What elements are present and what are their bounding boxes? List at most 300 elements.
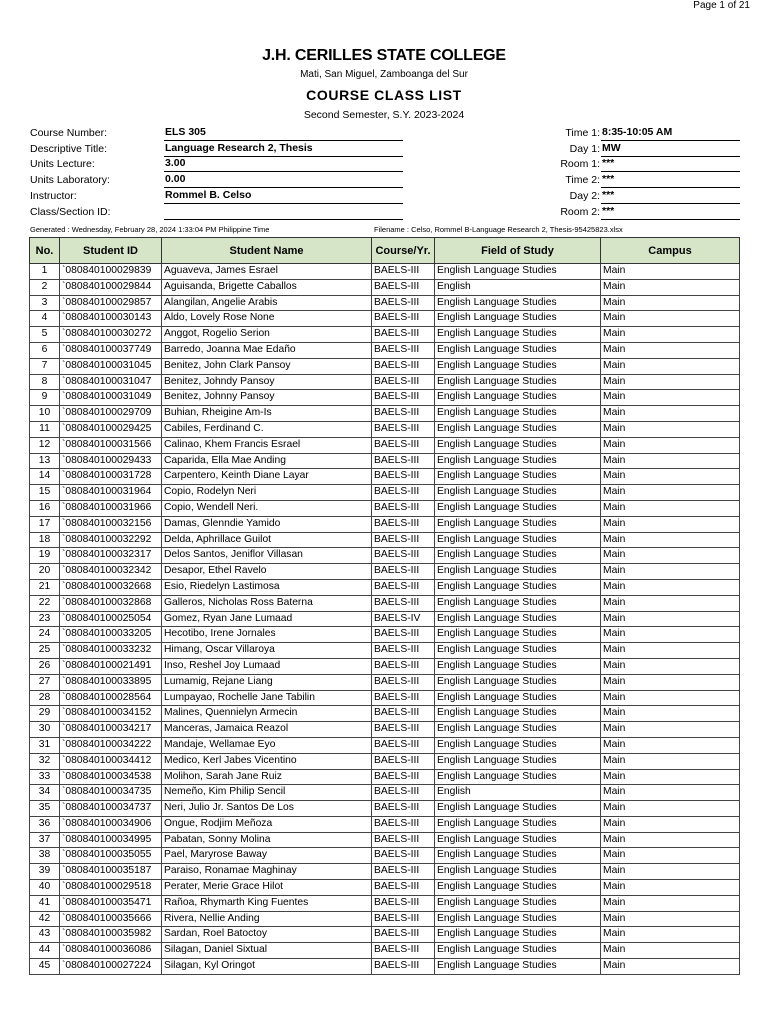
table-row xyxy=(30,390,740,406)
campus-cell: Main xyxy=(601,722,740,738)
row-number-cell: 18 xyxy=(30,532,60,548)
column-header-student-name: Student Name xyxy=(162,238,372,264)
course-year-cell: BAELS-III xyxy=(372,753,435,769)
student-id-cell: `080840100031566 xyxy=(60,437,162,453)
row-number-cell: 16 xyxy=(30,500,60,516)
table-row xyxy=(30,611,740,627)
table-row xyxy=(30,264,740,280)
course-year-cell: BAELS-III xyxy=(372,516,435,532)
table-row xyxy=(30,342,740,358)
table-row xyxy=(30,279,740,295)
campus-cell: Main xyxy=(601,753,740,769)
course-year-cell: BAELS-III xyxy=(372,927,435,943)
campus-cell: Main xyxy=(601,627,740,643)
student-id-cell: `080840100027224 xyxy=(60,959,162,975)
student-id-cell: `080840100032868 xyxy=(60,595,162,611)
student-name-cell: Silagan, Daniel Sixtual xyxy=(162,943,372,959)
field-of-study-cell: English Language Studies xyxy=(435,880,601,896)
student-name-cell: Hecotibo, Irene Jornales xyxy=(162,627,372,643)
field-of-study-cell: English Language Studies xyxy=(435,801,601,817)
row-number-cell: 34 xyxy=(30,785,60,801)
student-id-cell: `080840100037749 xyxy=(60,342,162,358)
campus-cell: Main xyxy=(601,864,740,880)
course-year-cell: BAELS-III xyxy=(372,880,435,896)
row-number-cell: 37 xyxy=(30,832,60,848)
table-row xyxy=(30,769,740,785)
student-id-cell: `080840100034222 xyxy=(60,737,162,753)
campus-cell: Main xyxy=(601,611,740,627)
field-of-study-cell: English Language Studies xyxy=(435,643,601,659)
field-of-study-cell: English Language Studies xyxy=(435,437,601,453)
student-name-cell: Nemeño, Kim Philip Sencil xyxy=(162,785,372,801)
campus-cell: Main xyxy=(601,832,740,848)
student-id-cell: `080840100035471 xyxy=(60,895,162,911)
campus-cell: Main xyxy=(601,880,740,896)
column-header-field-of-study: Field of Study xyxy=(435,238,601,264)
table-row xyxy=(30,437,740,453)
table-row xyxy=(30,864,740,880)
table-row xyxy=(30,358,740,374)
student-name-cell: Benitez, Johndy Pansoy xyxy=(162,374,372,390)
field-of-study-cell: English Language Studies xyxy=(435,548,601,564)
course-year-cell: BAELS-III xyxy=(372,453,435,469)
campus-cell: Main xyxy=(601,674,740,690)
table-row xyxy=(30,421,740,437)
time-1-label: Time 1: xyxy=(565,127,600,139)
campus-cell: Main xyxy=(601,358,740,374)
campus-cell: Main xyxy=(601,658,740,674)
student-name-cell: Himang, Oscar Villaroya xyxy=(162,643,372,659)
student-name-cell: Desapor, Ethel Ravelo xyxy=(162,564,372,580)
course-year-cell: BAELS-III xyxy=(372,785,435,801)
student-id-cell: `080840100033895 xyxy=(60,674,162,690)
campus-cell: Main xyxy=(601,706,740,722)
row-number-cell: 45 xyxy=(30,959,60,975)
row-number-cell: 3 xyxy=(30,295,60,311)
course-year-cell: BAELS-III xyxy=(372,737,435,753)
row-number-cell: 1 xyxy=(30,264,60,280)
student-id-cell: `080840100031964 xyxy=(60,485,162,501)
table-row xyxy=(30,532,740,548)
field-of-study-cell: English Language Studies xyxy=(435,342,601,358)
field-of-study-cell: English Language Studies xyxy=(435,848,601,864)
room-2-label: Room 2: xyxy=(560,206,600,218)
row-number-cell: 8 xyxy=(30,374,60,390)
campus-cell: Main xyxy=(601,453,740,469)
course-year-cell: BAELS-III xyxy=(372,579,435,595)
field-of-study-cell: English Language Studies xyxy=(435,500,601,516)
field-of-study-cell: English Language Studies xyxy=(435,832,601,848)
table-row xyxy=(30,311,740,327)
field-of-study-cell: English Language Studies xyxy=(435,658,601,674)
student-id-cell: `080840100032156 xyxy=(60,516,162,532)
campus-cell: Main xyxy=(601,548,740,564)
time-2-label: Time 2: xyxy=(565,174,600,186)
row-number-cell: 31 xyxy=(30,737,60,753)
row-number-cell: 2 xyxy=(30,279,60,295)
student-id-cell: `080840100034995 xyxy=(60,832,162,848)
field-of-study-cell: English Language Studies xyxy=(435,674,601,690)
row-number-cell: 35 xyxy=(30,801,60,817)
row-number-cell: 41 xyxy=(30,895,60,911)
instructor-label: Instructor: xyxy=(30,190,77,202)
table-row xyxy=(30,579,740,595)
field-of-study-cell: English Language Studies xyxy=(435,895,601,911)
course-year-cell: BAELS-III xyxy=(372,295,435,311)
row-number-cell: 26 xyxy=(30,658,60,674)
course-year-cell: BAELS-III xyxy=(372,706,435,722)
student-id-cell: `080840100021491 xyxy=(60,658,162,674)
student-name-cell: Galleros, Nicholas Ross Baterna xyxy=(162,595,372,611)
table-header-row xyxy=(30,238,740,264)
row-number-cell: 10 xyxy=(30,406,60,422)
field-of-study-cell: English xyxy=(435,785,601,801)
course-year-cell: BAELS-III xyxy=(372,864,435,880)
time-1-row xyxy=(520,126,740,141)
field-of-study-cell: English Language Studies xyxy=(435,327,601,343)
student-name-cell: Lumamig, Rejane Liang xyxy=(162,674,372,690)
course-year-cell: BAELS-III xyxy=(372,485,435,501)
course-year-cell: BAELS-III xyxy=(372,548,435,564)
table-row xyxy=(30,706,740,722)
row-number-cell: 4 xyxy=(30,311,60,327)
student-id-cell: `080840100032317 xyxy=(60,548,162,564)
units-laboratory-label: Units Laboratory: xyxy=(30,174,110,186)
student-name-cell: Cabiles, Ferdinand C. xyxy=(162,421,372,437)
row-number-cell: 7 xyxy=(30,358,60,374)
student-id-cell: `080840100031966 xyxy=(60,500,162,516)
course-year-cell: BAELS-III xyxy=(372,564,435,580)
field-of-study-cell: English Language Studies xyxy=(435,627,601,643)
table-row xyxy=(30,595,740,611)
student-name-cell: Silagan, Kyl Oringot xyxy=(162,959,372,975)
row-number-cell: 11 xyxy=(30,421,60,437)
student-id-cell: `080840100032342 xyxy=(60,564,162,580)
section-id-label: Class/Section ID: xyxy=(30,206,111,218)
table-body xyxy=(30,264,740,975)
field-of-study-cell: English Language Studies xyxy=(435,737,601,753)
student-name-cell: Copio, Wendell Neri. xyxy=(162,500,372,516)
day-2-row xyxy=(520,189,740,204)
student-name-cell: Aguaveva, James Esrael xyxy=(162,264,372,280)
section-id-value xyxy=(164,205,403,220)
row-number-cell: 30 xyxy=(30,722,60,738)
table-row xyxy=(30,516,740,532)
campus-cell: Main xyxy=(601,485,740,501)
student-id-cell: `080840100031049 xyxy=(60,390,162,406)
course-year-cell: BAELS-III xyxy=(372,311,435,327)
campus-cell: Main xyxy=(601,816,740,832)
field-of-study-cell: English Language Studies xyxy=(435,959,601,975)
field-of-study-cell: English Language Studies xyxy=(435,358,601,374)
field-of-study-cell: English Language Studies xyxy=(435,406,601,422)
row-number-cell: 14 xyxy=(30,469,60,485)
campus-cell: Main xyxy=(601,911,740,927)
room-1-label: Room 1: xyxy=(560,158,600,170)
day-1-label: Day 1: xyxy=(569,143,600,155)
field-of-study-cell: English Language Studies xyxy=(435,516,601,532)
course-year-cell: BAELS-III xyxy=(372,848,435,864)
student-id-cell: `080840100034538 xyxy=(60,769,162,785)
generated-timestamp: Generated : Wednesday, February 28, 2024 1:33:04 PM Philippine Time xyxy=(30,225,270,234)
table-row xyxy=(30,737,740,753)
units-laboratory-value: 0.00 xyxy=(164,173,403,188)
course-year-cell: BAELS-III xyxy=(372,342,435,358)
campus-cell: Main xyxy=(601,564,740,580)
row-number-cell: 29 xyxy=(30,706,60,722)
course-year-cell: BAELS-III xyxy=(372,722,435,738)
field-of-study-cell: English Language Studies xyxy=(435,911,601,927)
student-id-cell: `080840100029844 xyxy=(60,279,162,295)
table-row xyxy=(30,406,740,422)
column-header-student-id: Student ID xyxy=(60,238,162,264)
student-name-cell: Sardan, Roel Batoctoy xyxy=(162,927,372,943)
student-id-cell: `080840100032292 xyxy=(60,532,162,548)
student-id-cell: `080840100036086 xyxy=(60,943,162,959)
student-name-cell: Rivera, Nellie Anding xyxy=(162,911,372,927)
table-row xyxy=(30,295,740,311)
course-year-cell: BAELS-III xyxy=(372,816,435,832)
student-name-cell: Lumpayao, Rochelle Jane Tabilin xyxy=(162,690,372,706)
student-name-cell: Aguisanda, Brigette Caballos xyxy=(162,279,372,295)
row-number-cell: 20 xyxy=(30,564,60,580)
row-number-cell: 19 xyxy=(30,548,60,564)
course-year-cell: BAELS-III xyxy=(372,437,435,453)
student-name-cell: Pabatan, Sonny Molina xyxy=(162,832,372,848)
row-number-cell: 15 xyxy=(30,485,60,501)
table-row xyxy=(30,943,740,959)
student-id-cell: `080840100030272 xyxy=(60,327,162,343)
course-year-cell: BAELS-III xyxy=(372,627,435,643)
table-row xyxy=(30,469,740,485)
course-year-cell: BAELS-III xyxy=(372,406,435,422)
course-year-cell: BAELS-III xyxy=(372,358,435,374)
student-name-cell: Esio, Riedelyn Lastimosa xyxy=(162,579,372,595)
table-row xyxy=(30,722,740,738)
campus-cell: Main xyxy=(601,848,740,864)
student-id-cell: `080840100033232 xyxy=(60,643,162,659)
instructor-value: Rommel B. Celso xyxy=(164,189,403,204)
field-of-study-cell: English Language Studies xyxy=(435,469,601,485)
campus-cell: Main xyxy=(601,927,740,943)
table-row xyxy=(30,785,740,801)
column-header-campus: Campus xyxy=(601,238,740,264)
student-name-cell: Barredo, Joanna Mae Edaño xyxy=(162,342,372,358)
table-row xyxy=(30,374,740,390)
field-of-study-cell: English Language Studies xyxy=(435,374,601,390)
field-of-study-cell: English Language Studies xyxy=(435,421,601,437)
field-of-study-cell: English Language Studies xyxy=(435,295,601,311)
table-row xyxy=(30,816,740,832)
row-number-cell: 32 xyxy=(30,753,60,769)
row-number-cell: 36 xyxy=(30,816,60,832)
course-year-cell: BAELS-III xyxy=(372,643,435,659)
student-name-cell: Caparida, Ella Mae Anding xyxy=(162,453,372,469)
filename-label: Filename : Celso, Rommel B-Language Research 2, Thesis-95425823.xlsx xyxy=(374,225,623,234)
student-name-cell: Delda, Aphrillace Guilot xyxy=(162,532,372,548)
student-id-cell: `080840100028564 xyxy=(60,690,162,706)
student-name-cell: Pael, Maryrose Baway xyxy=(162,848,372,864)
room-1-row xyxy=(520,157,740,172)
field-of-study-cell: English Language Studies xyxy=(435,595,601,611)
table-row xyxy=(30,959,740,975)
column-header-no: No. xyxy=(30,238,60,264)
table-row xyxy=(30,327,740,343)
campus-cell: Main xyxy=(601,279,740,295)
row-number-cell: 42 xyxy=(30,911,60,927)
day-1-value: MW xyxy=(601,142,740,157)
campus-cell: Main xyxy=(601,769,740,785)
campus-cell: Main xyxy=(601,374,740,390)
row-number-cell: 27 xyxy=(30,674,60,690)
student-name-cell: Carpentero, Keinth Diane Layar xyxy=(162,469,372,485)
student-name-cell: Gomez, Ryan Jane Lumaad xyxy=(162,611,372,627)
campus-cell: Main xyxy=(601,895,740,911)
student-id-cell: `080840100034152 xyxy=(60,706,162,722)
student-id-cell: `080840100029857 xyxy=(60,295,162,311)
campus-cell: Main xyxy=(601,516,740,532)
campus-cell: Main xyxy=(601,469,740,485)
course-year-cell: BAELS-III xyxy=(372,374,435,390)
row-number-cell: 23 xyxy=(30,611,60,627)
student-id-cell: `080840100029709 xyxy=(60,406,162,422)
course-year-cell: BAELS-IV xyxy=(372,611,435,627)
student-name-cell: Delos Santos, Jeniflor Villasan xyxy=(162,548,372,564)
field-of-study-cell: English Language Studies xyxy=(435,611,601,627)
units-lecture-label: Units Lecture: xyxy=(30,158,95,170)
campus-cell: Main xyxy=(601,295,740,311)
course-year-cell: BAELS-III xyxy=(372,674,435,690)
student-id-cell: `080840100031728 xyxy=(60,469,162,485)
table-row xyxy=(30,753,740,769)
time-1-value: 8:35-10:05 AM xyxy=(601,126,740,141)
student-id-cell: `080840100031045 xyxy=(60,358,162,374)
row-number-cell: 13 xyxy=(30,453,60,469)
campus-cell: Main xyxy=(601,390,740,406)
campus-cell: Main xyxy=(601,406,740,422)
student-name-cell: Alangilan, Angelie Arabis xyxy=(162,295,372,311)
course-year-cell: BAELS-III xyxy=(372,959,435,975)
campus-cell: Main xyxy=(601,785,740,801)
student-name-cell: Perater, Merie Grace Hilot xyxy=(162,880,372,896)
college-address: Mati, San Miguel, Zamboanga del Sur xyxy=(300,69,468,80)
day-1-row xyxy=(520,142,740,157)
campus-cell: Main xyxy=(601,643,740,659)
room-1-value: *** xyxy=(601,157,740,172)
course-year-cell: BAELS-III xyxy=(372,500,435,516)
row-number-cell: 44 xyxy=(30,943,60,959)
table-row xyxy=(30,627,740,643)
table-row xyxy=(30,801,740,817)
course-year-cell: BAELS-III xyxy=(372,801,435,817)
table-row xyxy=(30,500,740,516)
row-number-cell: 12 xyxy=(30,437,60,453)
table-row xyxy=(30,895,740,911)
campus-cell: Main xyxy=(601,959,740,975)
student-name-cell: Mandaje, Wellamae Eyo xyxy=(162,737,372,753)
table-row xyxy=(30,880,740,896)
student-id-cell: `080840100029518 xyxy=(60,880,162,896)
field-of-study-cell: English Language Studies xyxy=(435,532,601,548)
course-number-label: Course Number: xyxy=(30,127,108,139)
field-of-study-cell: English Language Studies xyxy=(435,390,601,406)
row-number-cell: 28 xyxy=(30,690,60,706)
table-row xyxy=(30,911,740,927)
campus-cell: Main xyxy=(601,437,740,453)
student-name-cell: Inso, Reshel Joy Lumaad xyxy=(162,658,372,674)
row-number-cell: 33 xyxy=(30,769,60,785)
field-of-study-cell: English Language Studies xyxy=(435,579,601,595)
document-title: COURSE CLASS LIST xyxy=(306,87,462,103)
student-name-cell: Benitez, John Clark Pansoy xyxy=(162,358,372,374)
field-of-study-cell: English Language Studies xyxy=(435,943,601,959)
campus-cell: Main xyxy=(601,500,740,516)
student-name-cell: Manceras, Jamaica Reazol xyxy=(162,722,372,738)
student-name-cell: Neri, Julio Jr. Santos De Los xyxy=(162,801,372,817)
student-id-cell: `080840100034412 xyxy=(60,753,162,769)
field-of-study-cell: English Language Studies xyxy=(435,816,601,832)
student-name-cell: Ongue, Rodjim Meñoza xyxy=(162,816,372,832)
student-id-cell: `080840100034217 xyxy=(60,722,162,738)
student-id-cell: `080840100031047 xyxy=(60,374,162,390)
course-year-cell: BAELS-III xyxy=(372,769,435,785)
student-id-cell: `080840100033205 xyxy=(60,627,162,643)
table-row xyxy=(30,453,740,469)
campus-cell: Main xyxy=(601,579,740,595)
row-number-cell: 24 xyxy=(30,627,60,643)
course-year-cell: BAELS-III xyxy=(372,279,435,295)
field-of-study-cell: English Language Studies xyxy=(435,722,601,738)
table-row xyxy=(30,832,740,848)
student-name-cell: Calinao, Khem Francis Esrael xyxy=(162,437,372,453)
semester-label: Second Semester, S.Y. 2023-2024 xyxy=(303,109,465,121)
student-id-cell: `080840100035982 xyxy=(60,927,162,943)
campus-cell: Main xyxy=(601,737,740,753)
course-year-cell: BAELS-III xyxy=(372,832,435,848)
course-year-cell: BAELS-III xyxy=(372,264,435,280)
day-2-value: *** xyxy=(601,189,740,204)
course-year-cell: BAELS-III xyxy=(372,658,435,674)
campus-cell: Main xyxy=(601,311,740,327)
campus-cell: Main xyxy=(601,595,740,611)
field-of-study-cell: English Language Studies xyxy=(435,706,601,722)
table-row xyxy=(30,848,740,864)
student-id-cell: `080840100034906 xyxy=(60,816,162,832)
campus-cell: Main xyxy=(601,801,740,817)
course-year-cell: BAELS-III xyxy=(372,532,435,548)
row-number-cell: 17 xyxy=(30,516,60,532)
time-2-value: *** xyxy=(601,173,740,188)
student-name-cell: Damas, Glenndie Yamido xyxy=(162,516,372,532)
field-of-study-cell: English Language Studies xyxy=(435,690,601,706)
course-year-cell: BAELS-III xyxy=(372,943,435,959)
campus-cell: Main xyxy=(601,690,740,706)
student-id-cell: `080840100035055 xyxy=(60,848,162,864)
table-row xyxy=(30,643,740,659)
student-id-cell: `080840100029839 xyxy=(60,264,162,280)
course-year-cell: BAELS-III xyxy=(372,595,435,611)
descriptive-title-label: Descriptive Title: xyxy=(30,143,108,155)
course-year-cell: BAELS-III xyxy=(372,421,435,437)
table-row xyxy=(30,564,740,580)
table-row xyxy=(30,658,740,674)
table-row xyxy=(30,548,740,564)
student-id-cell: `080840100032668 xyxy=(60,579,162,595)
table-row xyxy=(30,485,740,501)
row-number-cell: 39 xyxy=(30,864,60,880)
student-name-cell: Benitez, Johnny Pansoy xyxy=(162,390,372,406)
field-of-study-cell: English Language Studies xyxy=(435,753,601,769)
